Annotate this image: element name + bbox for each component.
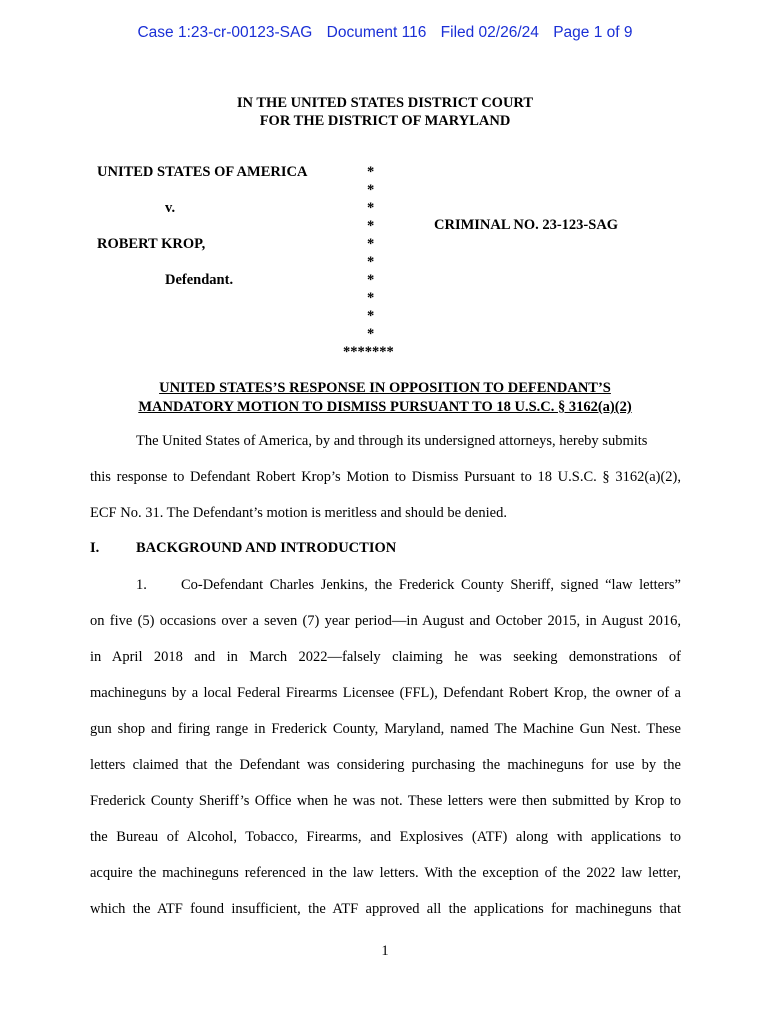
paragraph-number: 1.: [136, 577, 147, 593]
section-number: I.: [90, 540, 100, 556]
document-title: [0, 379, 770, 417]
caption-star: *: [367, 182, 375, 198]
caption-star: *: [367, 326, 375, 342]
court-name: IN THE UNITED STATES DISTRICT COURT: [236, 95, 534, 111]
title-line: UNITED STATES’S RESPONSE IN OPPOSITION TO DEFENDANT’S: [159, 380, 611, 396]
caption-star: *: [367, 236, 375, 252]
versus-label: v.: [165, 200, 176, 216]
text-line: letters claimed that the Defendant was considering purchasing the machineguns for use by the: [90, 757, 681, 773]
text-line: in April 2018 and in March 2022—falsely claiming he was seeking demonstrations of: [90, 649, 681, 665]
text-line: the Bureau of Alcohol, Tobacco, Firearms, and Explosives (ATF) along with applications to: [90, 829, 681, 845]
caption-star: *: [367, 218, 375, 234]
section-heading: [90, 540, 396, 557]
defendant-name: ROBERT KROP,: [97, 236, 206, 252]
caption-star: *: [367, 290, 375, 306]
plaintiff-name: UNITED STATES OF AMERICA: [97, 164, 308, 180]
text-line: The United States of America, by and through its undersigned attorneys, hereby submits: [136, 433, 648, 449]
text-line: ECF No. 31. The Defendant’s motion is meritless and should be denied.: [90, 505, 507, 521]
criminal-number: CRIMINAL NO. 23-123-SAG: [434, 217, 619, 233]
caption-star: *: [367, 272, 375, 288]
text-line: acquire the machineguns referenced in the law letters. With the exception of the 2022 law letter,: [90, 865, 681, 881]
text-line: which the ATF found insufficient, the ATF approved all the applications for machineguns that: [90, 901, 681, 917]
caption-star: *: [367, 308, 375, 324]
text-line: gun shop and firing range in Frederick County, Maryland, named The Machine Gun Nest. These: [90, 721, 681, 737]
court-heading: [0, 94, 770, 130]
text-line: on five (5) occasions over a seven (7) year period—in August and October 2015, in August 2016,: [90, 613, 681, 629]
filed-date: Filed 02/26/24: [440, 24, 539, 41]
text-line: machineguns by a local Federal Firearms Licensee (FFL), Defendant Robert Krop, the owner of a: [90, 685, 681, 701]
caption-star: *: [367, 254, 375, 270]
title-line: MANDATORY MOTION TO DISMISS PURSUANT TO 18 U.S.C. § 3162(a)(2): [138, 399, 632, 415]
page-number: 1: [381, 943, 389, 959]
text-line: Co-Defendant Charles Jenkins, the Frederick County Sheriff, signed “law letters”: [181, 577, 681, 593]
ecf-header-stamp: [0, 24, 770, 42]
defendant-role: Defendant.: [165, 272, 234, 288]
page-count: Page 1 of 9: [553, 24, 633, 41]
document-number: Document 116: [326, 24, 427, 41]
section-title: BACKGROUND AND INTRODUCTION: [136, 540, 397, 556]
caption-star-row: *******: [343, 344, 394, 360]
text-line: this response to Defendant Robert Krop’s Motion to Dismiss Pursuant to 18 U.S.C. § 3162(a)(2),: [90, 469, 681, 485]
caption-star: *: [367, 164, 375, 180]
court-district: FOR THE DISTRICT OF MARYLAND: [259, 113, 511, 129]
text-line: Frederick County Sheriff’s Office when he was not. These letters were then submitted by Krop to: [90, 793, 681, 809]
caption-star: *: [367, 200, 375, 216]
case-number: Case 1:23-cr-00123-SAG: [137, 24, 313, 41]
